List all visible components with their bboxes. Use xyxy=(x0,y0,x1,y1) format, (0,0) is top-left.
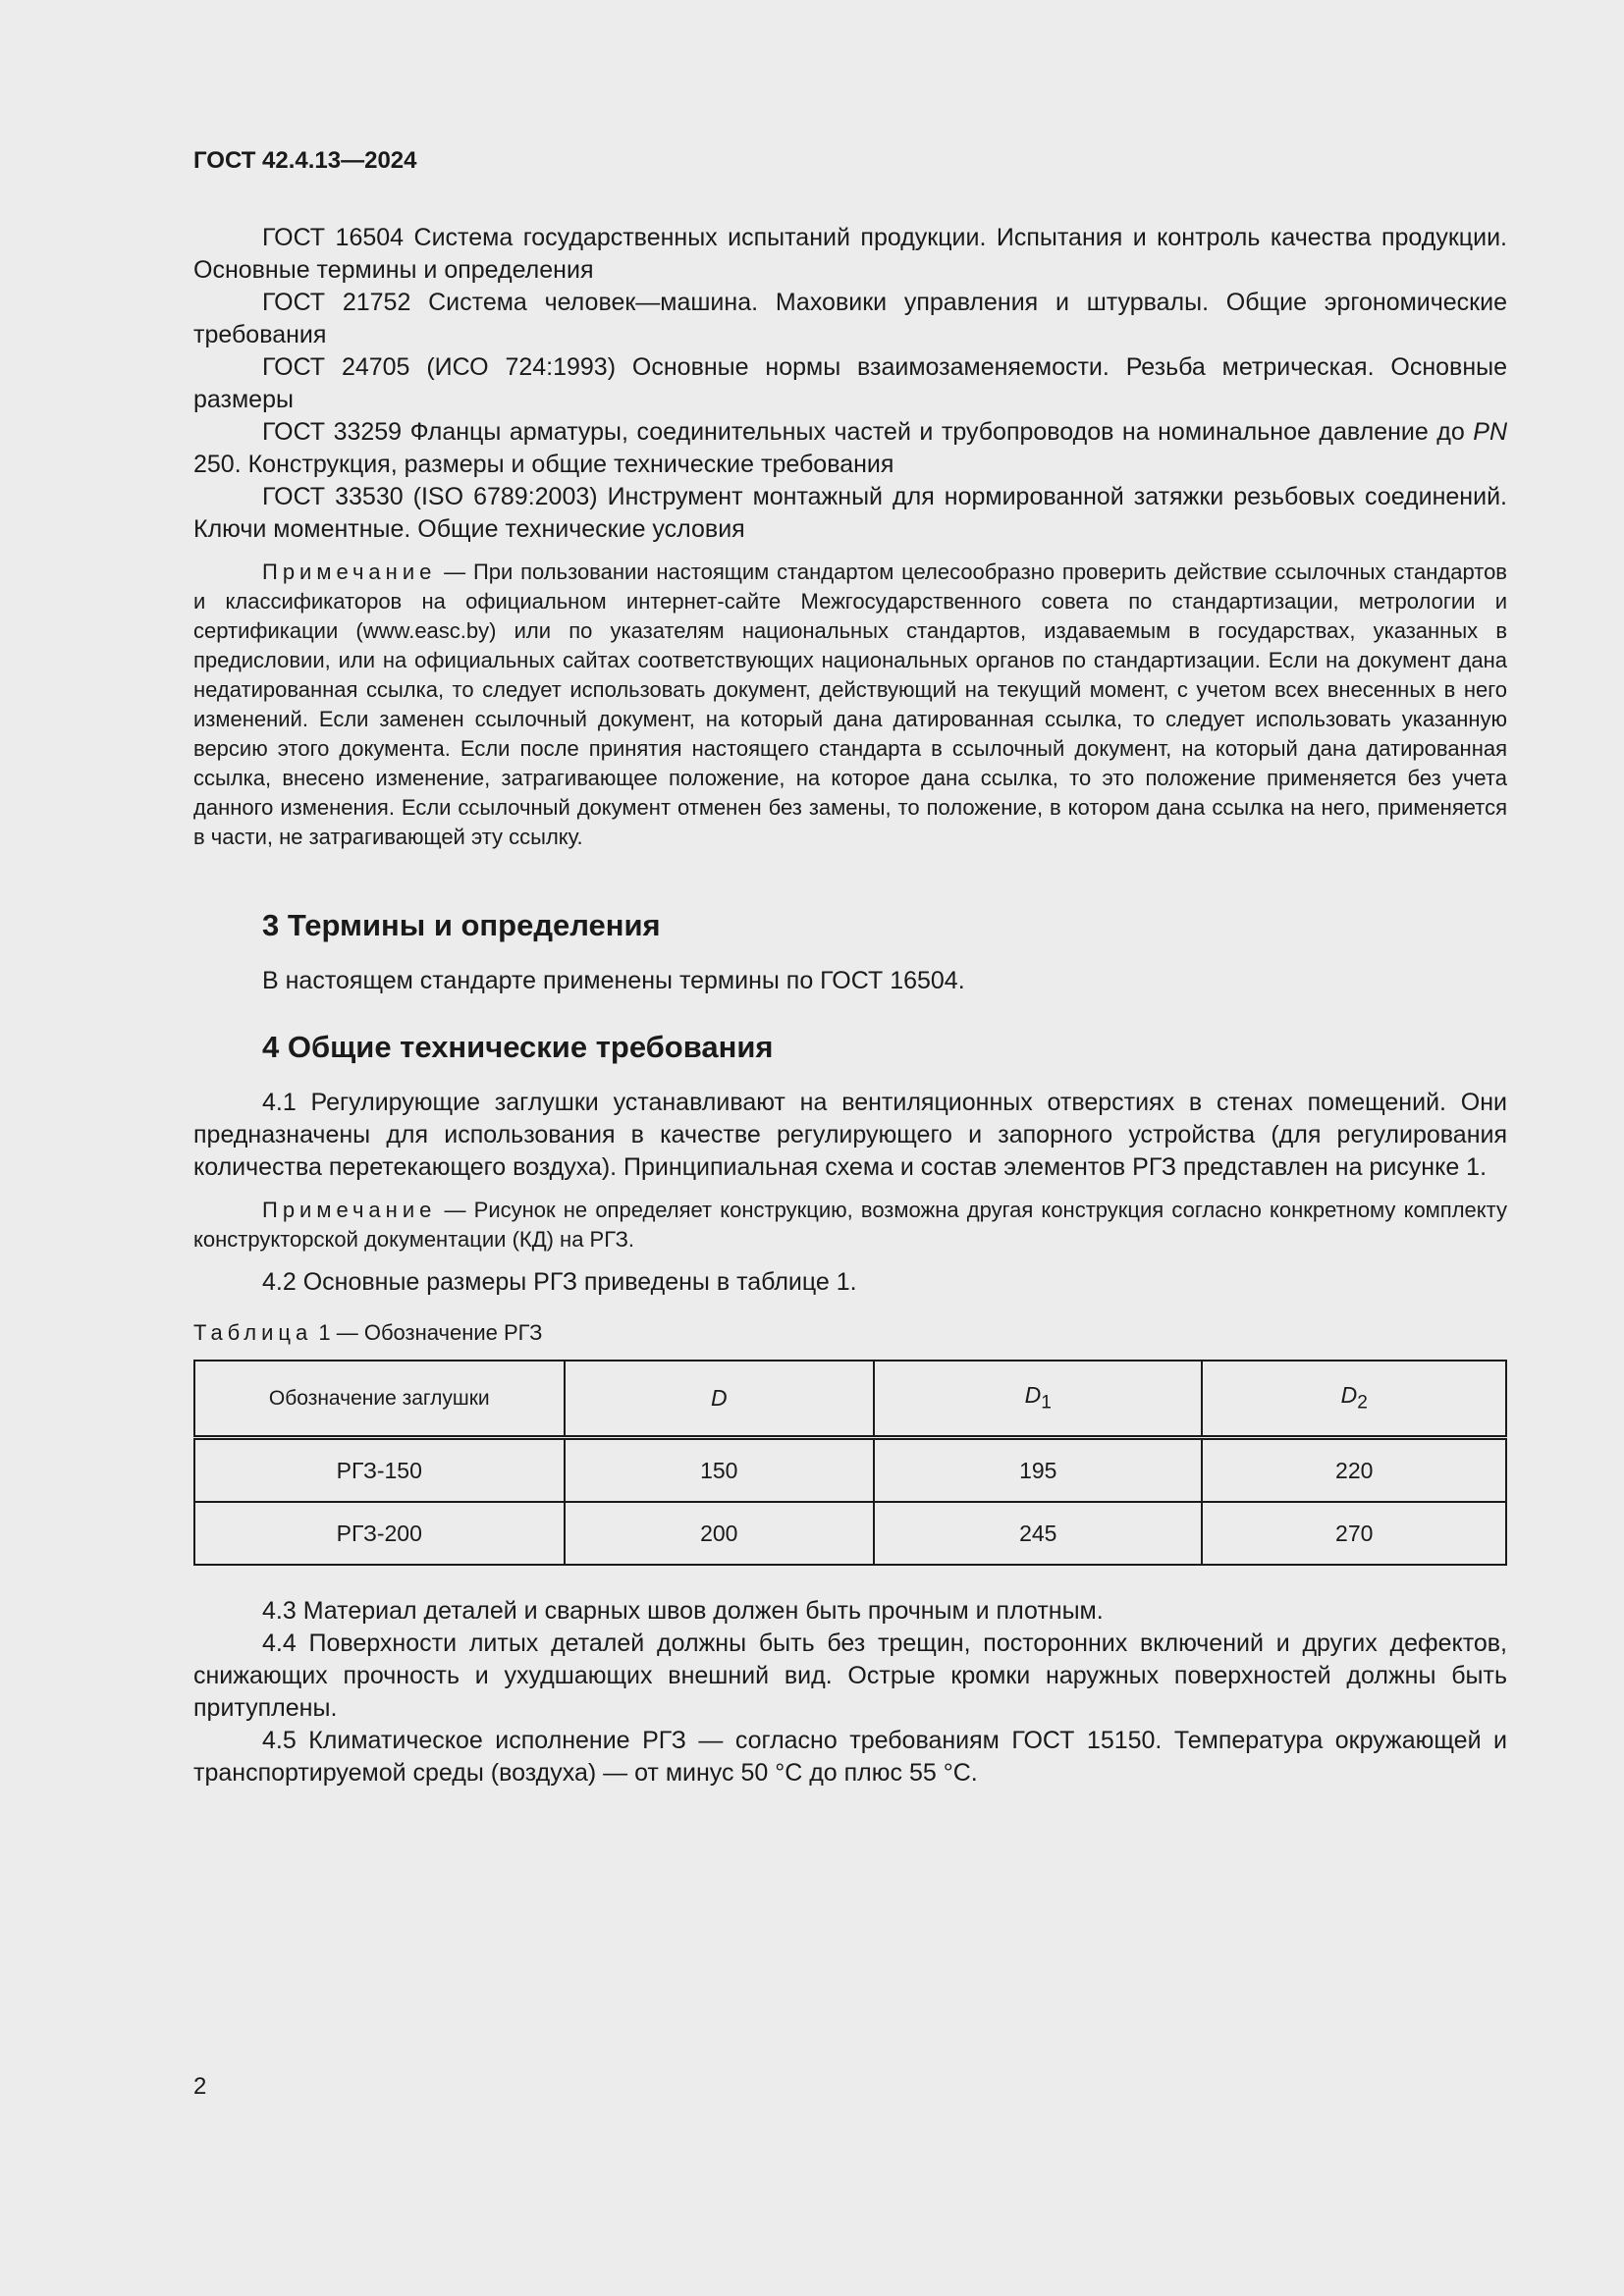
table-row xyxy=(194,1502,1506,1565)
table-caption-label: Таблица xyxy=(193,1320,313,1345)
page-number: 2 xyxy=(193,2073,207,2100)
ref-text-b: 250. Конструкция, размеры и общие технические требования xyxy=(193,451,894,478)
page-content xyxy=(193,222,1507,1789)
ref-gost-16504: ГОСТ 16504 Система государственных испытаний продукции. Испытания и контроль качества продукции. Основные термины и определения xyxy=(193,224,1507,284)
clause-4-5: 4.5 Климатическое исполнение РГЗ — согласно требованиям ГОСТ 15150. Температура окружающей и транспортируемой среды (воздуха) — от минус 50 °С до плюс 55 °С. xyxy=(193,1727,1507,1787)
ref-gost-24705: ГОСТ 24705 (ИСО 724:1993) Основные нормы взаимозаменяемости. Резьба метрическая. Основные размеры xyxy=(193,353,1507,413)
references-note xyxy=(193,558,1507,852)
note-text: — Рисунок не определяет конструкцию, возможна другая конструкция согласно конкретному комплекту конструкторской документации (КД) на РГЗ. xyxy=(193,1198,1507,1252)
cell-d: 200 xyxy=(565,1502,874,1565)
table-caption-text: 1 — Обозначение РГЗ xyxy=(312,1320,543,1345)
header-designation: Обозначение заглушки xyxy=(194,1361,565,1438)
table-row xyxy=(194,1438,1506,1503)
header-d1: $D_1$ xyxy=(874,1361,1202,1438)
header-d2: $D_2$ xyxy=(1202,1361,1506,1438)
table-header-row xyxy=(194,1361,1506,1438)
header-d: D xyxy=(565,1361,874,1438)
clause-4-4: 4.4 Поверхности литых деталей должны быть без трещин, посторонних включений и других дефектов, снижающих прочность и ухудшающих внешний вид. Острые кромки наружных поверхностей должны быть притуплены. xyxy=(193,1629,1507,1722)
cell-d: 150 xyxy=(565,1438,874,1503)
cell-designation: РГЗ-150 xyxy=(194,1438,565,1503)
section-4-heading: 4 Общие технические требования xyxy=(262,1030,774,1064)
cell-d2: 270 xyxy=(1202,1502,1506,1565)
note-text: — При пользовании настоящим стандартом целесообразно проверить действие ссылочных стандартов и классификаторов на официальном интернет-сайте Межгосударственного совета по стандартизации, метрологии и сертификации (www.easc.by) или по указателям национальных стандартов, издаваемым в государствах, указанных в предисловии, или на официальных сайтах соответствующих национальных органов по стандартизации. Если на документ дана недатированная ссылка, то следует использовать документ, действующий на текущий момент, с учетом всех внесенных в него изменений. Если заменен ссылочный документ, на который дана датированная ссылка, то следует использовать указанную версию этого документа. Если после принятия настоящего стандарта в ссылочный документ, на который дана датированная ссылка, внесено изменение, затрагивающее положение, на которое дана ссылка, то это положение применяется без учета данного изменения. Если ссылочный документ отменен без замены, то положение, в котором дана ссылка на него, применяется в части, не затрагивающей эту ссылку. xyxy=(193,560,1507,849)
table-1 xyxy=(193,1360,1507,1566)
standard-header: ГОСТ 42.4.13—2024 xyxy=(193,147,417,174)
ref-gost-21752: ГОСТ 21752 Система человек—машина. Маховики управления и штурвалы. Общие эргономические требования xyxy=(193,289,1507,348)
ref-text-a: ГОСТ 33259 Фланцы арматуры, соединительных частей и трубопроводов на номинальное давление до xyxy=(262,418,1474,446)
ref-gost-33259 xyxy=(193,416,1507,481)
cell-d1: 245 xyxy=(874,1502,1202,1565)
section-3-text: В настоящем стандарте применены термины по ГОСТ 16504. xyxy=(262,967,965,994)
clause-4-1-note xyxy=(193,1196,1507,1255)
cell-d1: 195 xyxy=(874,1438,1202,1503)
note-label: Примечание xyxy=(262,560,437,584)
section-3-heading: 3 Термины и определения xyxy=(262,908,661,942)
ref-gost-33530: ГОСТ 33530 (ISO 6789:2003) Инструмент монтажный для нормированной затяжки резьбовых соединений. Ключи моментные. Общие технические условия xyxy=(193,483,1507,543)
table-1-caption xyxy=(193,1320,1507,1346)
note-label: Примечание xyxy=(262,1198,437,1222)
cell-designation: РГЗ-200 xyxy=(194,1502,565,1565)
clause-4-1: 4.1 Регулирующие заглушки устанавливают на вентиляционных отверстиях в стенах помещений. Они предназначены для использования в качестве регулирующего и запорного устройства (для регулирования количества перетекающего воздуха). Принципиальная схема и состав элементов РГЗ представлен на рисунке 1. xyxy=(193,1089,1507,1181)
clause-4-2: 4.2 Основные размеры РГЗ приведены в таблице 1. xyxy=(262,1268,857,1296)
ref-text-pn: PN xyxy=(1473,418,1507,446)
cell-d2: 220 xyxy=(1202,1438,1506,1503)
clause-4-3: 4.3 Материал деталей и сварных швов должен быть прочным и плотным. xyxy=(262,1597,1104,1625)
